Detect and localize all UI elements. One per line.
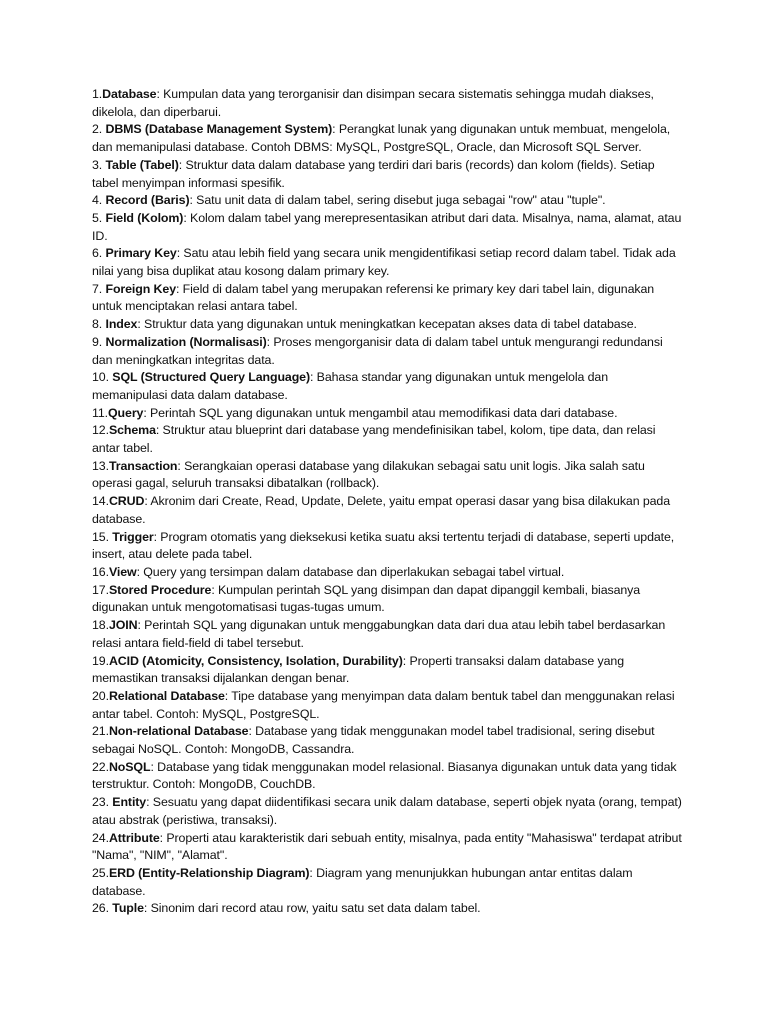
entry-number: 3.	[92, 157, 106, 172]
glossary-entry	[92, 245, 682, 280]
entry-number: 14.	[92, 494, 109, 509]
entry-number: 15.	[92, 529, 113, 544]
entry-term: Stored Procedure	[108, 582, 212, 597]
glossary-entry	[92, 617, 682, 652]
glossary-entry	[92, 564, 682, 582]
entry-number: 4.	[92, 193, 106, 208]
glossary-entry	[92, 688, 682, 723]
entry-number: 19.	[92, 653, 109, 668]
entry-number: 25.	[92, 865, 109, 880]
entry-term: Trigger	[112, 529, 154, 544]
glossary-entry	[92, 794, 682, 829]
entry-term: Foreign Key	[105, 281, 176, 296]
glossary-entry	[92, 210, 682, 245]
entry-number: 20.	[92, 688, 109, 703]
entry-description: : Perangkat lunak yang digunakan untuk membuat, mengelola, dan memanipulasi database. Contoh DBMS: MySQL, PostgreSQL, Oracle, dan Microsoft SQL Server.	[92, 122, 671, 155]
document-page	[92, 86, 682, 918]
glossary-entry	[92, 830, 682, 865]
entry-term: ACID (Atomicity, Consistency, Isolation, Durability)	[108, 653, 403, 668]
glossary-entry	[92, 121, 682, 156]
glossary-entry	[92, 900, 682, 918]
entry-number: 11.	[92, 405, 109, 420]
entry-term: Database	[102, 87, 157, 101]
entry-number: 6.	[92, 246, 106, 261]
entry-term: Relational Database	[108, 688, 225, 703]
entry-number: 18.	[92, 618, 109, 633]
entry-term: Non-relational Database	[108, 724, 249, 739]
entry-number: 17.	[92, 582, 109, 597]
entry-number: 5.	[92, 210, 106, 225]
entry-description: : Field di dalam tabel yang merupakan referensi ke primary key dari tabel lain, digunakan untuk menciptakan relasi antara tabel.	[92, 281, 655, 314]
entry-description: : Kolom dalam tabel yang merepresentasikan atribut dari data. Misalnya, nama, alamat, atau ID.	[92, 210, 682, 243]
entry-term: Query	[108, 405, 144, 420]
entry-description: : Satu atau lebih field yang secara unik mengidentifikasi setiap record dalam tabel. Tidak ada nilai yang bisa duplikat atau kosong dalam primary key.	[92, 246, 676, 279]
entry-term: JOIN	[108, 618, 138, 633]
entry-term: Table (Tabel)	[105, 157, 179, 172]
entry-description: : Tipe database yang menyimpan data dalam bentuk tabel dan menggunakan relasi antar tabel. Contoh: MySQL, PostgreSQL.	[92, 688, 675, 721]
glossary-entry	[92, 86, 682, 121]
entry-term: DBMS (Database Management System)	[105, 122, 333, 137]
entry-term: NoSQL	[108, 759, 151, 774]
glossary-entry	[92, 493, 682, 528]
glossary-entry	[92, 192, 682, 210]
entry-description: : Struktur atau blueprint dari database yang mendefinisikan tabel, kolom, tipe data, dan relasi antar tabel.	[92, 423, 656, 456]
entry-number: 10.	[92, 370, 113, 385]
glossary-entry	[92, 759, 682, 794]
glossary-entry	[92, 369, 682, 404]
entry-term: Entity	[112, 795, 147, 810]
entry-description: : Properti transaksi dalam database yang memastikan transaksi dijalankan dengan benar.	[92, 653, 624, 686]
glossary-entry	[92, 334, 682, 369]
entry-number: 9.	[92, 334, 106, 349]
entry-description: : Proses mengorganisir data di dalam tabel untuk mengurangi redundansi dan meningkatkan integritas data.	[92, 334, 663, 367]
glossary-entry	[92, 157, 682, 192]
glossary-entry	[92, 529, 682, 564]
entry-term: SQL (Structured Query Language)	[112, 370, 310, 385]
entry-description: : Satu unit data di dalam tabel, sering disebut juga sebagai "row" atau "tuple".	[189, 193, 606, 208]
entry-term: Record (Baris)	[105, 193, 190, 208]
entry-term: View	[108, 564, 137, 579]
entry-number: 26.	[92, 901, 113, 916]
entry-term: Attribute	[108, 830, 160, 845]
glossary-entry	[92, 405, 682, 423]
entry-description: : Serangkaian operasi database yang dilakukan sebagai satu unit logis. Jika salah satu operasi gagal, seluruh transaksi dibatalkan (rollback).	[92, 458, 645, 491]
entry-number: 16.	[92, 564, 109, 579]
entry-number: 1.	[92, 87, 103, 101]
entry-description: : Diagram yang menunjukkan hubungan antar entitas dalam database.	[92, 865, 633, 898]
entry-term: ERD (Entity-Relationship Diagram)	[108, 865, 310, 880]
entry-term: Field (Kolom)	[105, 210, 184, 225]
entry-description: : Sesuatu yang dapat diidentifikasi secara unik dalam database, seperti objek nyata (orang, tempat) atau abstrak (peristiwa, transaksi).	[92, 795, 682, 827]
entry-description: : Kumpulan data yang terorganisir dan disimpan secara sistematis sehingga mudah diakses, dikelola, dan diperbarui.	[92, 87, 654, 119]
entry-number: 2.	[92, 122, 106, 137]
entry-number: 7.	[92, 281, 106, 296]
entry-description: : Query yang tersimpan dalam database dan diperlakukan sebagai tabel virtual.	[136, 564, 565, 579]
entry-term: Transaction	[108, 458, 178, 473]
entry-term: Tuple	[112, 901, 144, 916]
entry-description: : Database yang tidak menggunakan model tabel tradisional, sering disebut sebagai NoSQL. Contoh: MongoDB, Cassandra.	[92, 724, 655, 757]
glossary-entry	[92, 723, 682, 758]
entry-term: Primary Key	[105, 246, 177, 261]
entry-term: Normalization (Normalisasi)	[105, 334, 267, 349]
entry-description: : Perintah SQL yang digunakan untuk mengambil atau memodifikasi data dari database.	[143, 405, 618, 420]
entry-description: : Perintah SQL yang digunakan untuk menggabungkan data dari dua atau lebih tabel berdasarkan relasi antara field-field di tabel tersebut.	[92, 618, 666, 650]
entry-description: : Database yang tidak menggunakan model relasional. Biasanya digunakan untuk data yang tidak terstruktur. Contoh: MongoDB, CouchDB.	[92, 759, 677, 792]
entry-number: 24.	[92, 830, 109, 845]
entry-term: Index	[105, 317, 138, 332]
entry-description: : Sinonim dari record atau row, yaitu satu set data dalam tabel.	[143, 901, 481, 916]
entry-term: CRUD	[108, 494, 145, 509]
entry-description: : Kumpulan perintah SQL yang disimpan dan dapat dipanggil kembali, biasanya digunakan untuk mengotomatisasi tugas-tugas umum.	[92, 582, 641, 615]
entry-number: 22.	[92, 759, 109, 774]
entry-description: : Program otomatis yang dieksekusi ketika suatu aksi tertentu terjadi di database, seperti update, insert, atau delete pada tabel.	[92, 529, 675, 562]
entry-description: : Akronim dari Create, Read, Update, Delete, yaitu empat operasi dasar yang bisa dilakukan pada database.	[92, 494, 671, 526]
glossary-entry	[92, 582, 682, 617]
glossary-entry	[92, 281, 682, 316]
glossary-entry	[92, 865, 682, 900]
entry-number: 8.	[92, 317, 106, 332]
entry-term: Schema	[108, 423, 156, 438]
entry-description: : Bahasa standar yang digunakan untuk mengelola dan memanipulasi data dalam database.	[92, 370, 609, 402]
entry-number: 12.	[92, 423, 109, 438]
glossary-entry	[92, 316, 682, 334]
entry-number: 23.	[92, 795, 113, 810]
entry-description: : Properti atau karakteristik dari sebuah entity, misalnya, pada entity "Mahasiswa" terdapat atribut "Nama", "NIM", "Alamat".	[92, 830, 682, 863]
entry-number: 21.	[92, 724, 109, 739]
entry-number: 13.	[92, 458, 109, 473]
glossary-entry	[92, 458, 682, 493]
entry-description: : Struktur data yang digunakan untuk meningkatkan kecepatan akses data di tabel database.	[137, 317, 637, 332]
entry-description: : Struktur data dalam database yang terdiri dari baris (records) dan kolom (fields). Setiap tabel menyimpan informasi spesifik.	[92, 157, 655, 190]
glossary-entry	[92, 422, 682, 457]
glossary-entry	[92, 653, 682, 688]
